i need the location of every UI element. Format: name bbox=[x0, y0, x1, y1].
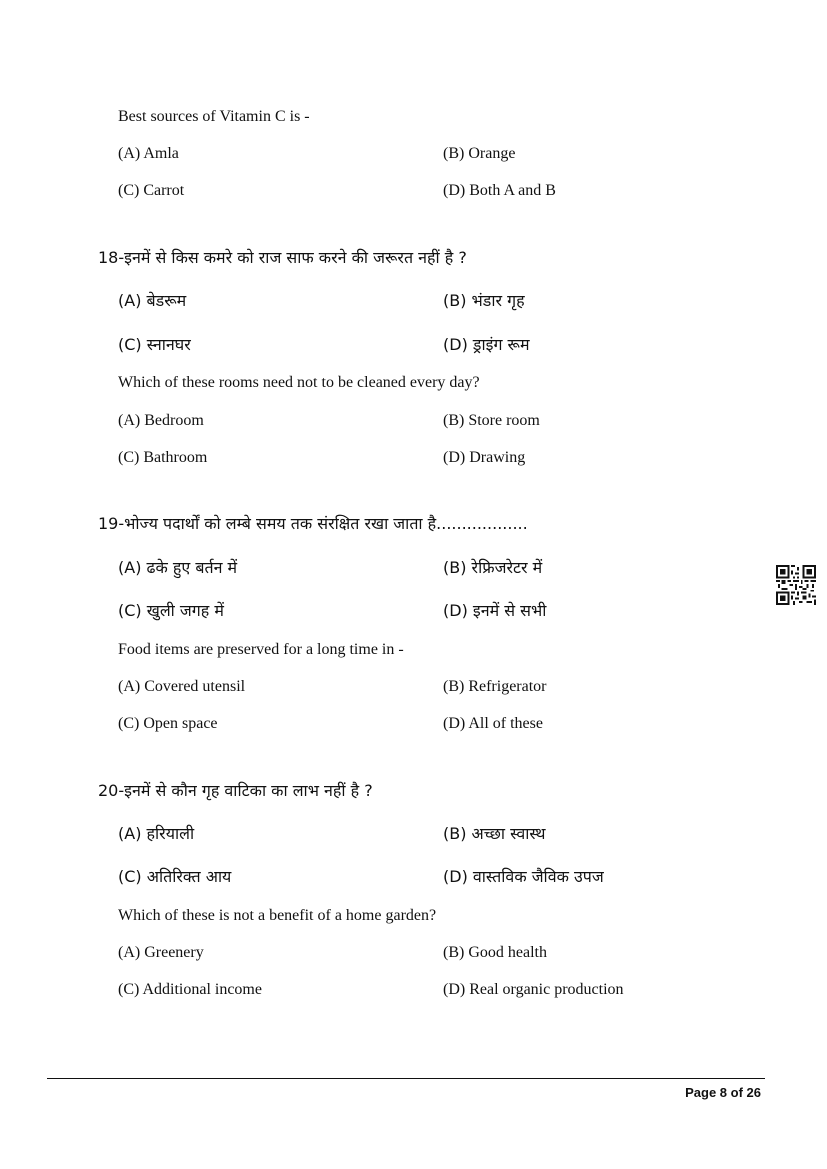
q18-option-b-en: (B) Store room bbox=[443, 412, 540, 429]
q18-option-d-hi: (D) ड्राइंग रूम bbox=[443, 335, 530, 354]
q17-option-d: (D) Both A and B bbox=[443, 182, 556, 199]
q17-option-a: (A) Amla bbox=[118, 145, 179, 162]
q18-question-en: Which of these rooms need not to be cleaned every day? bbox=[118, 374, 480, 391]
q20-option-c-en: (C) Additional income bbox=[118, 981, 262, 998]
q20-option-a-hi: (A) हरियाली bbox=[118, 824, 195, 843]
q20-option-b-hi: (B) अच्छा स्वास्थ bbox=[443, 824, 546, 843]
q20-option-b-en: (B) Good health bbox=[443, 944, 547, 961]
q18-question-hi: 18-इनमें से किस कमरे को राज साफ करने की जरूरत नहीं है ? bbox=[98, 248, 467, 267]
qr-code-icon bbox=[776, 565, 816, 605]
q18-option-a-en: (A) Bedroom bbox=[118, 412, 204, 429]
q19-question-en: Food items are preserved for a long time in - bbox=[118, 641, 404, 658]
q19-option-b-en: (B) Refrigerator bbox=[443, 678, 547, 695]
footer-divider bbox=[47, 1078, 765, 1079]
q19-question-hi: 19-भोज्य पदार्थों को लम्बे समय तक संरक्षित रखा जाता है.................. bbox=[98, 514, 528, 533]
q18-option-a-hi: (A) बेडरूम bbox=[118, 291, 187, 310]
q19-option-d-hi: (D) इनमें से सभी bbox=[443, 601, 547, 620]
q18-option-c-en: (C) Bathroom bbox=[118, 449, 208, 466]
page-number: Page 8 of 26 bbox=[685, 1085, 761, 1100]
q17-option-c: (C) Carrot bbox=[118, 182, 185, 199]
q20-option-a-en: (A) Greenery bbox=[118, 944, 204, 961]
q19-option-d-en: (D) All of these bbox=[443, 715, 543, 732]
q19-option-c-en: (C) Open space bbox=[118, 715, 218, 732]
q18-option-d-en: (D) Drawing bbox=[443, 449, 526, 466]
q20-option-c-hi: (C) अतिरिक्त आय bbox=[118, 867, 232, 886]
q17-question-en: Best sources of Vitamin C is - bbox=[118, 108, 310, 125]
q18-option-c-hi: (C) स्नानघर bbox=[118, 335, 191, 354]
q19-option-b-hi: (B) रेफ्रिजरेटर में bbox=[443, 558, 543, 577]
q20-question-hi: 20-इनमें से कौन गृह वाटिका का लाभ नहीं है ? bbox=[98, 781, 373, 800]
q19-option-c-hi: (C) खुली जगह में bbox=[118, 601, 224, 620]
q20-option-d-en: (D) Real organic production bbox=[443, 981, 624, 998]
q20-question-en: Which of these is not a benefit of a home garden? bbox=[118, 907, 437, 924]
q19-option-a-en: (A) Covered utensil bbox=[118, 678, 246, 695]
q20-option-d-hi: (D) वास्तविक जैविक उपज bbox=[443, 867, 604, 886]
q19-option-a-hi: (A) ढके हुए बर्तन में bbox=[118, 558, 238, 577]
q18-option-b-hi: (B) भंडार गृह bbox=[443, 291, 525, 310]
q17-option-b: (B) Orange bbox=[443, 145, 516, 162]
